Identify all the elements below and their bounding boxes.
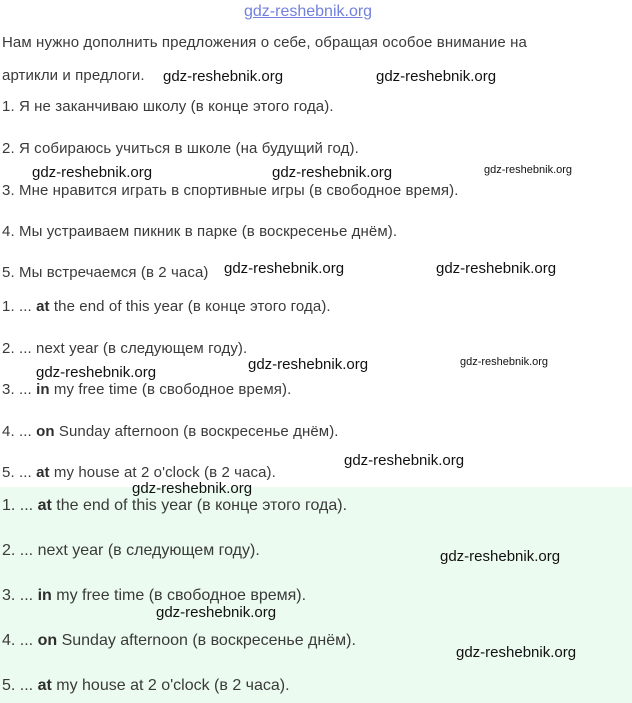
watermark: gdz-reshebnik.org [376,68,497,85]
task-line-4: 4. Мы устраиваем пикник в парке (в воскресенье днём). [2,223,398,240]
answer-box [0,487,632,703]
watermark: gdz-reshebnik.org [436,260,557,277]
solution-line-1: 1. ... at the end of this year (в конце этого года). [2,298,331,315]
intro-line-2: артикли и предлоги. [2,67,145,84]
task-line-5: 5. Мы встречаемся (в 2 часа) [2,264,209,281]
solution-line-2: 2. ... next year (в следующем году). [2,340,248,357]
watermark: gdz-reshebnik.org [440,548,561,565]
answer-line-2: 2. ... next year (в следующем году). [2,542,260,559]
watermark: gdz-reshebnik.org [224,260,345,277]
watermark: gdz-reshebnik.org [248,356,369,373]
task-line-2: 2. Я собираюсь учиться в школе (на будущий год). [2,140,359,157]
intro-line-1: Нам нужно дополнить предложения о себе, обращая особое внимание на [2,34,527,51]
watermark: gdz-reshebnik.org [156,604,277,621]
task-line-1: 1. Я не заканчиваю школу (в конце этого года). [2,98,334,115]
watermark: gdz-reshebnik.org [456,644,577,661]
answer-line-5: 5. ... at my house at 2 o'clock (в 2 часа). [2,677,290,694]
watermark: gdz-reshebnik.org [484,164,573,176]
watermark: gdz-reshebnik.org [32,164,153,181]
watermark: gdz-reshebnik.org [272,164,393,181]
task-line-3: 3. Мне нравится играть в спортивные игры (в свободное время). [2,182,459,199]
watermark: gdz-reshebnik.org [36,364,157,381]
solution-line-4: 4. ... on Sunday afternoon (в воскресенье днём). [2,423,339,440]
solution-line-5: 5. ... at my house at 2 o'clock (в 2 часа). [2,464,276,481]
solution-line-3: 3. ... in my free time (в свободное время). [2,381,292,398]
header-watermark[interactable]: gdz-reshebnik.org [244,3,373,20]
answer-line-4: 4. ... on Sunday afternoon (в воскресенье днём). [2,632,356,649]
answer-line-1: 1. ... at the end of this year (в конце этого года). [2,497,348,514]
watermark: gdz-reshebnik.org [460,356,549,368]
watermark: gdz-reshebnik.org [344,452,465,469]
watermark: gdz-reshebnik.org [163,68,284,85]
answer-line-3: 3. ... in my free time (в свободное время). [2,587,307,604]
watermark: gdz-reshebnik.org [132,480,253,497]
